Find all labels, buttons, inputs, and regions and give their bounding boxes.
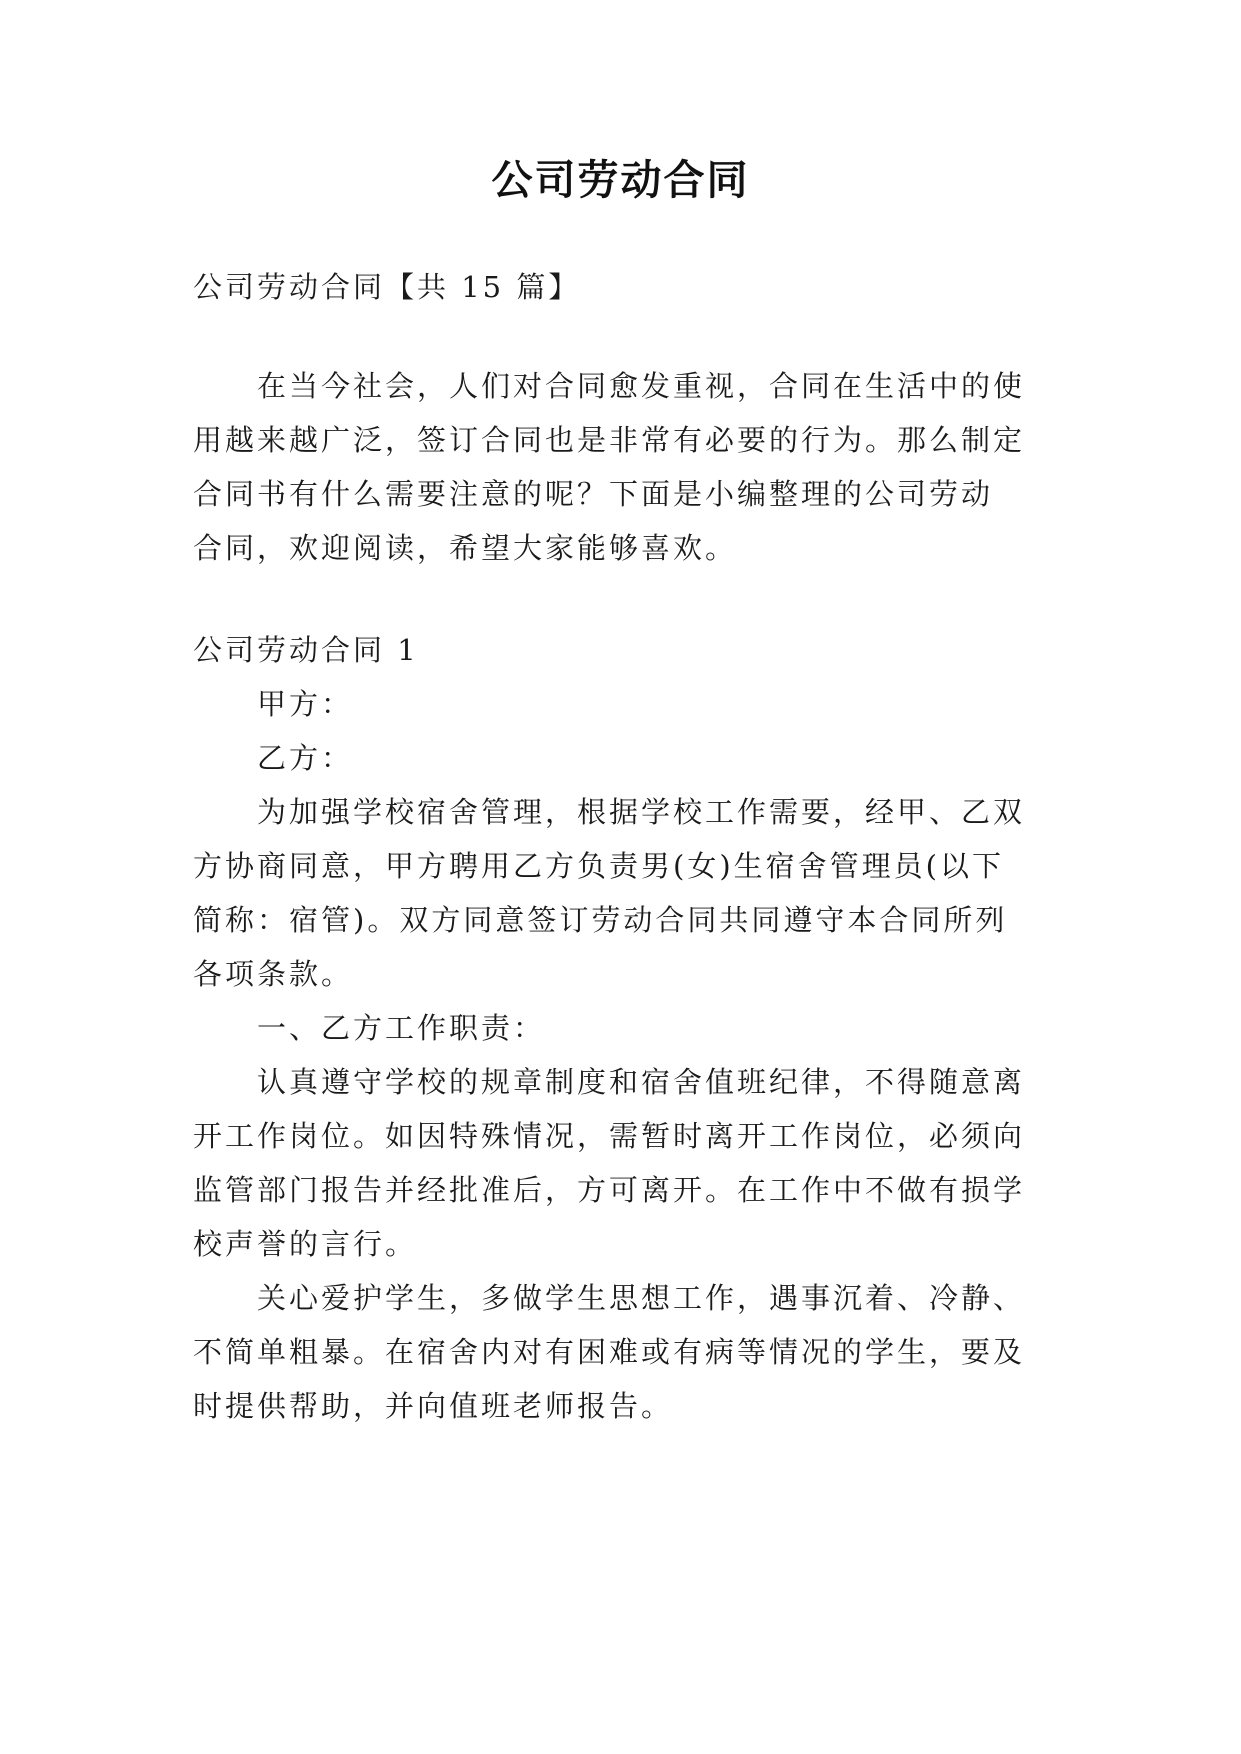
paragraph-line: 不简单粗暴。在宿舍内对有困难或有病等情况的学生，要及 (193, 1335, 1026, 1369)
document-subtitle: 公司劳动合同【共 15 篇】 (193, 270, 581, 304)
document-title: 公司劳动合同 (491, 156, 750, 204)
paragraph-line: 关心爱护学生，多做学生思想工作，遇事沉着、冷静、 (257, 1281, 1026, 1315)
party-b-label: 乙方： (257, 741, 354, 775)
paragraph-line: 开工作岗位。如因特殊情况，需暂时离开工作岗位，必须向 (193, 1119, 1026, 1153)
intro-line: 合同书有什么需要注意的呢？下面是小编整理的公司劳动 (193, 477, 994, 511)
paragraph-line: 方协商同意，甲方聘用乙方负责男(女)生宿舍管理员(以下 (193, 849, 1004, 883)
intro-line: 用越来越广泛，签订合同也是非常有必要的行为。那么制定 (193, 423, 1026, 457)
paragraph-line: 简称：宿管)。双方同意签订劳动合同共同遵守本合同所列 (193, 903, 1008, 937)
paragraph-line: 校声誉的言行。 (193, 1227, 418, 1261)
paragraph-line: 监管部门报告并经批准后，方可离开。在工作中不做有损学 (193, 1173, 1026, 1207)
section-heading: 公司劳动合同 1 (193, 633, 419, 667)
party-a-label: 甲方： (257, 687, 354, 721)
paragraph-line: 各项条款。 (193, 957, 354, 991)
paragraph-line: 时提供帮助，并向值班老师报告。 (193, 1389, 674, 1423)
paragraph-line: 为加强学校宿舍管理，根据学校工作需要，经甲、乙双 (257, 795, 1026, 829)
intro-line: 合同，欢迎阅读，希望大家能够喜欢。 (193, 531, 738, 565)
paragraph-line: 认真遵守学校的规章制度和宿舍值班纪律，不得随意离 (257, 1065, 1026, 1099)
intro-line: 在当今社会，人们对合同愈发重视，合同在生活中的使 (257, 369, 1026, 403)
duty-heading: 一、乙方工作职责： (257, 1011, 546, 1045)
